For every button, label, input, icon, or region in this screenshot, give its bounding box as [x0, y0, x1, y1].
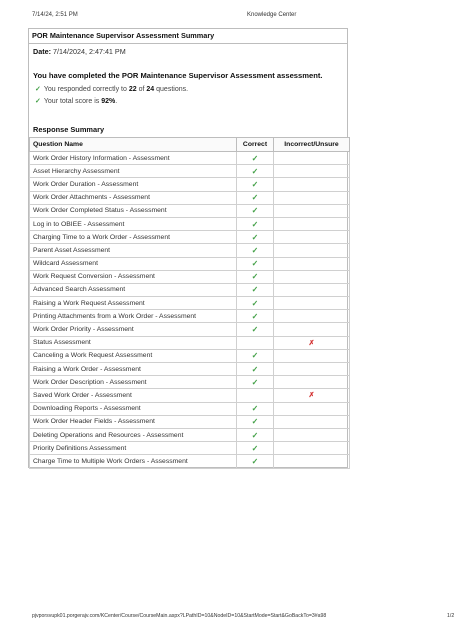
question-name-cell: Asset Hierarchy Assessment [30, 165, 237, 178]
correct-cell [237, 270, 274, 283]
check-icon: ✓ [251, 456, 259, 466]
check-icon: ✓ [251, 206, 259, 216]
table-row [30, 442, 350, 455]
table-row [30, 349, 350, 362]
check-icon: ✓ [251, 364, 259, 374]
col-correct: Correct [237, 138, 274, 152]
check-icon: ✓ [251, 193, 259, 203]
incorrect-cell [274, 402, 350, 415]
correct-cell [237, 165, 274, 178]
check-icon: ✓ [251, 417, 259, 427]
correct-cell [237, 310, 274, 323]
table-row [30, 217, 350, 230]
question-name-cell: Work Order Header Fields - Assessment [30, 415, 237, 428]
question-name-cell: Work Order Description - Assessment [30, 376, 237, 389]
page-number: 1/2 [447, 613, 455, 619]
print-site-title: Knowledge Center [247, 12, 297, 18]
question-name-cell: Work Order History Information - Assessment [30, 152, 237, 165]
check-icon: ✓ [251, 311, 259, 321]
question-name-cell: Deleting Operations and Resources - Assessment [30, 428, 237, 441]
correct-cell [237, 244, 274, 257]
check-icon: ✓ [251, 153, 259, 163]
correct-cell [237, 336, 274, 349]
table-row [30, 244, 350, 257]
question-name-cell: Work Order Priority - Assessment [30, 323, 237, 336]
response-summary-heading: Response Summary [33, 125, 105, 134]
question-name-cell: Charging Time to a Work Order - Assessment [30, 231, 237, 244]
check-icon: ✓ [251, 377, 259, 387]
question-name-cell: Work Order Completed Status - Assessment [30, 204, 237, 217]
incorrect-cell [274, 283, 350, 296]
correct-cell [237, 363, 274, 376]
cross-icon: ✗ [308, 339, 315, 347]
correct-cell [237, 204, 274, 217]
page-url: pjvporsvupk01.porgerajv.com/KCenter/Course/CourseMain.aspx?LPathID=10&NodeID=10&StartMode=Start&GoBackTo=3#a98 [32, 613, 327, 619]
check-icon: ✓ [251, 219, 259, 229]
check-icon: ✓ [251, 443, 259, 453]
incorrect-cell [274, 231, 350, 244]
response-summary-table [29, 137, 350, 469]
table-row [30, 257, 350, 270]
incorrect-cell [274, 270, 350, 283]
correct-count-line: ✓ You responded correctly to 22 of 24 questions. [35, 86, 189, 93]
check-icon: ✓ [251, 351, 259, 361]
table-row [30, 152, 350, 165]
table-row [30, 415, 350, 428]
incorrect-cell [274, 191, 350, 204]
col-question-name: Question Name [30, 138, 237, 152]
check-icon: ✓ [251, 325, 259, 335]
table-row [30, 323, 350, 336]
total-count: 24 [146, 86, 155, 93]
table-row [30, 428, 350, 441]
correct-cell [237, 217, 274, 230]
question-name-cell: Status Assessment [30, 336, 237, 349]
date-label: Date: [33, 47, 51, 56]
check-icon: ✓ [251, 259, 259, 269]
question-name-cell: Work Order Duration - Assessment [30, 178, 237, 191]
question-name-cell: Parent Asset Assessment [30, 244, 237, 257]
incorrect-cell [274, 389, 350, 402]
check-icon: ✓ [35, 86, 41, 93]
score-line: ✓ Your total score is 92%. [35, 98, 118, 105]
date-value: 7/14/2024, 2:47:41 PM [52, 47, 126, 56]
incorrect-cell [274, 323, 350, 336]
question-name-cell: Log in to OBIEE - Assessment [30, 217, 237, 230]
check-icon: ✓ [251, 245, 259, 255]
print-datetime: 7/14/24, 2:51 PM [32, 12, 78, 18]
incorrect-cell [274, 428, 350, 441]
table-row [30, 297, 350, 310]
question-name-cell: Wildcard Assessment [30, 257, 237, 270]
table-row [30, 191, 350, 204]
incorrect-cell [274, 455, 350, 468]
table-row [30, 165, 350, 178]
incorrect-cell [274, 349, 350, 362]
question-name-cell: Charge Time to Multiple Work Orders - Assessment [30, 455, 237, 468]
incorrect-cell [274, 257, 350, 270]
incorrect-cell [274, 152, 350, 165]
question-name-cell: Downloading Reports - Assessment [30, 402, 237, 415]
correct-cell [237, 178, 274, 191]
correct-cell [237, 455, 274, 468]
check-icon: ✓ [251, 272, 259, 282]
table-row [30, 389, 350, 402]
assessment-summary-card [28, 28, 348, 468]
table-row [30, 402, 350, 415]
table-row [30, 336, 350, 349]
incorrect-cell [274, 415, 350, 428]
completion-message: You have completed the POR Maintenance Supervisor Assessment assessment. [33, 71, 323, 80]
table-row [30, 231, 350, 244]
check-icon: ✓ [251, 232, 259, 242]
table-header-row [30, 138, 350, 152]
question-name-cell: Advanced Search Assessment [30, 283, 237, 296]
correct-cell [237, 191, 274, 204]
correct-cell [237, 297, 274, 310]
incorrect-cell [274, 217, 350, 230]
correct-cell [237, 323, 274, 336]
question-name-cell: Saved Work Order - Assessment [30, 389, 237, 402]
table-row [30, 310, 350, 323]
incorrect-cell [274, 204, 350, 217]
correct-cell [237, 349, 274, 362]
card-title: POR Maintenance Supervisor Assessment Summary [29, 29, 347, 44]
score-value: 92% [101, 98, 116, 105]
correct-cell [237, 376, 274, 389]
incorrect-cell [274, 363, 350, 376]
correct-cell [237, 389, 274, 402]
incorrect-cell [274, 336, 350, 349]
correct-count: 22 [128, 86, 137, 93]
correct-cell [237, 402, 274, 415]
question-name-cell: Work Request Conversion - Assessment [30, 270, 237, 283]
table-row [30, 178, 350, 191]
check-icon: ✓ [251, 166, 259, 176]
check-icon: ✓ [251, 404, 259, 414]
incorrect-cell [274, 310, 350, 323]
check-icon: ✓ [251, 179, 259, 189]
correct-cell [237, 257, 274, 270]
table-row [30, 270, 350, 283]
incorrect-cell [274, 442, 350, 455]
date-line [33, 47, 126, 56]
correct-cell [237, 442, 274, 455]
question-name-cell: Work Order Attachments - Assessment [30, 191, 237, 204]
check-icon: ✓ [251, 430, 259, 440]
print-header [0, 12, 474, 22]
question-name-cell: Canceling a Work Request Assessment [30, 349, 237, 362]
correct-cell [237, 152, 274, 165]
check-icon: ✓ [35, 98, 41, 105]
question-name-cell: Raising a Work Order - Assessment [30, 363, 237, 376]
table-row [30, 283, 350, 296]
cross-icon: ✗ [308, 392, 315, 400]
table-row [30, 376, 350, 389]
col-incorrect: Incorrect/Unsure [274, 138, 350, 152]
table-row [30, 363, 350, 376]
check-icon: ✓ [251, 285, 259, 295]
correct-cell [237, 428, 274, 441]
incorrect-cell [274, 178, 350, 191]
check-icon: ✓ [251, 298, 259, 308]
incorrect-cell [274, 376, 350, 389]
incorrect-cell [274, 297, 350, 310]
incorrect-cell [274, 244, 350, 257]
table-row [30, 204, 350, 217]
correct-cell [237, 231, 274, 244]
incorrect-cell [274, 165, 350, 178]
question-name-cell: Priority Definitions Assessment [30, 442, 237, 455]
question-name-cell: Printing Attachments from a Work Order - Assessment [30, 310, 237, 323]
question-name-cell: Raising a Work Request Assessment [30, 297, 237, 310]
correct-cell [237, 283, 274, 296]
correct-cell [237, 415, 274, 428]
table-row [30, 455, 350, 468]
